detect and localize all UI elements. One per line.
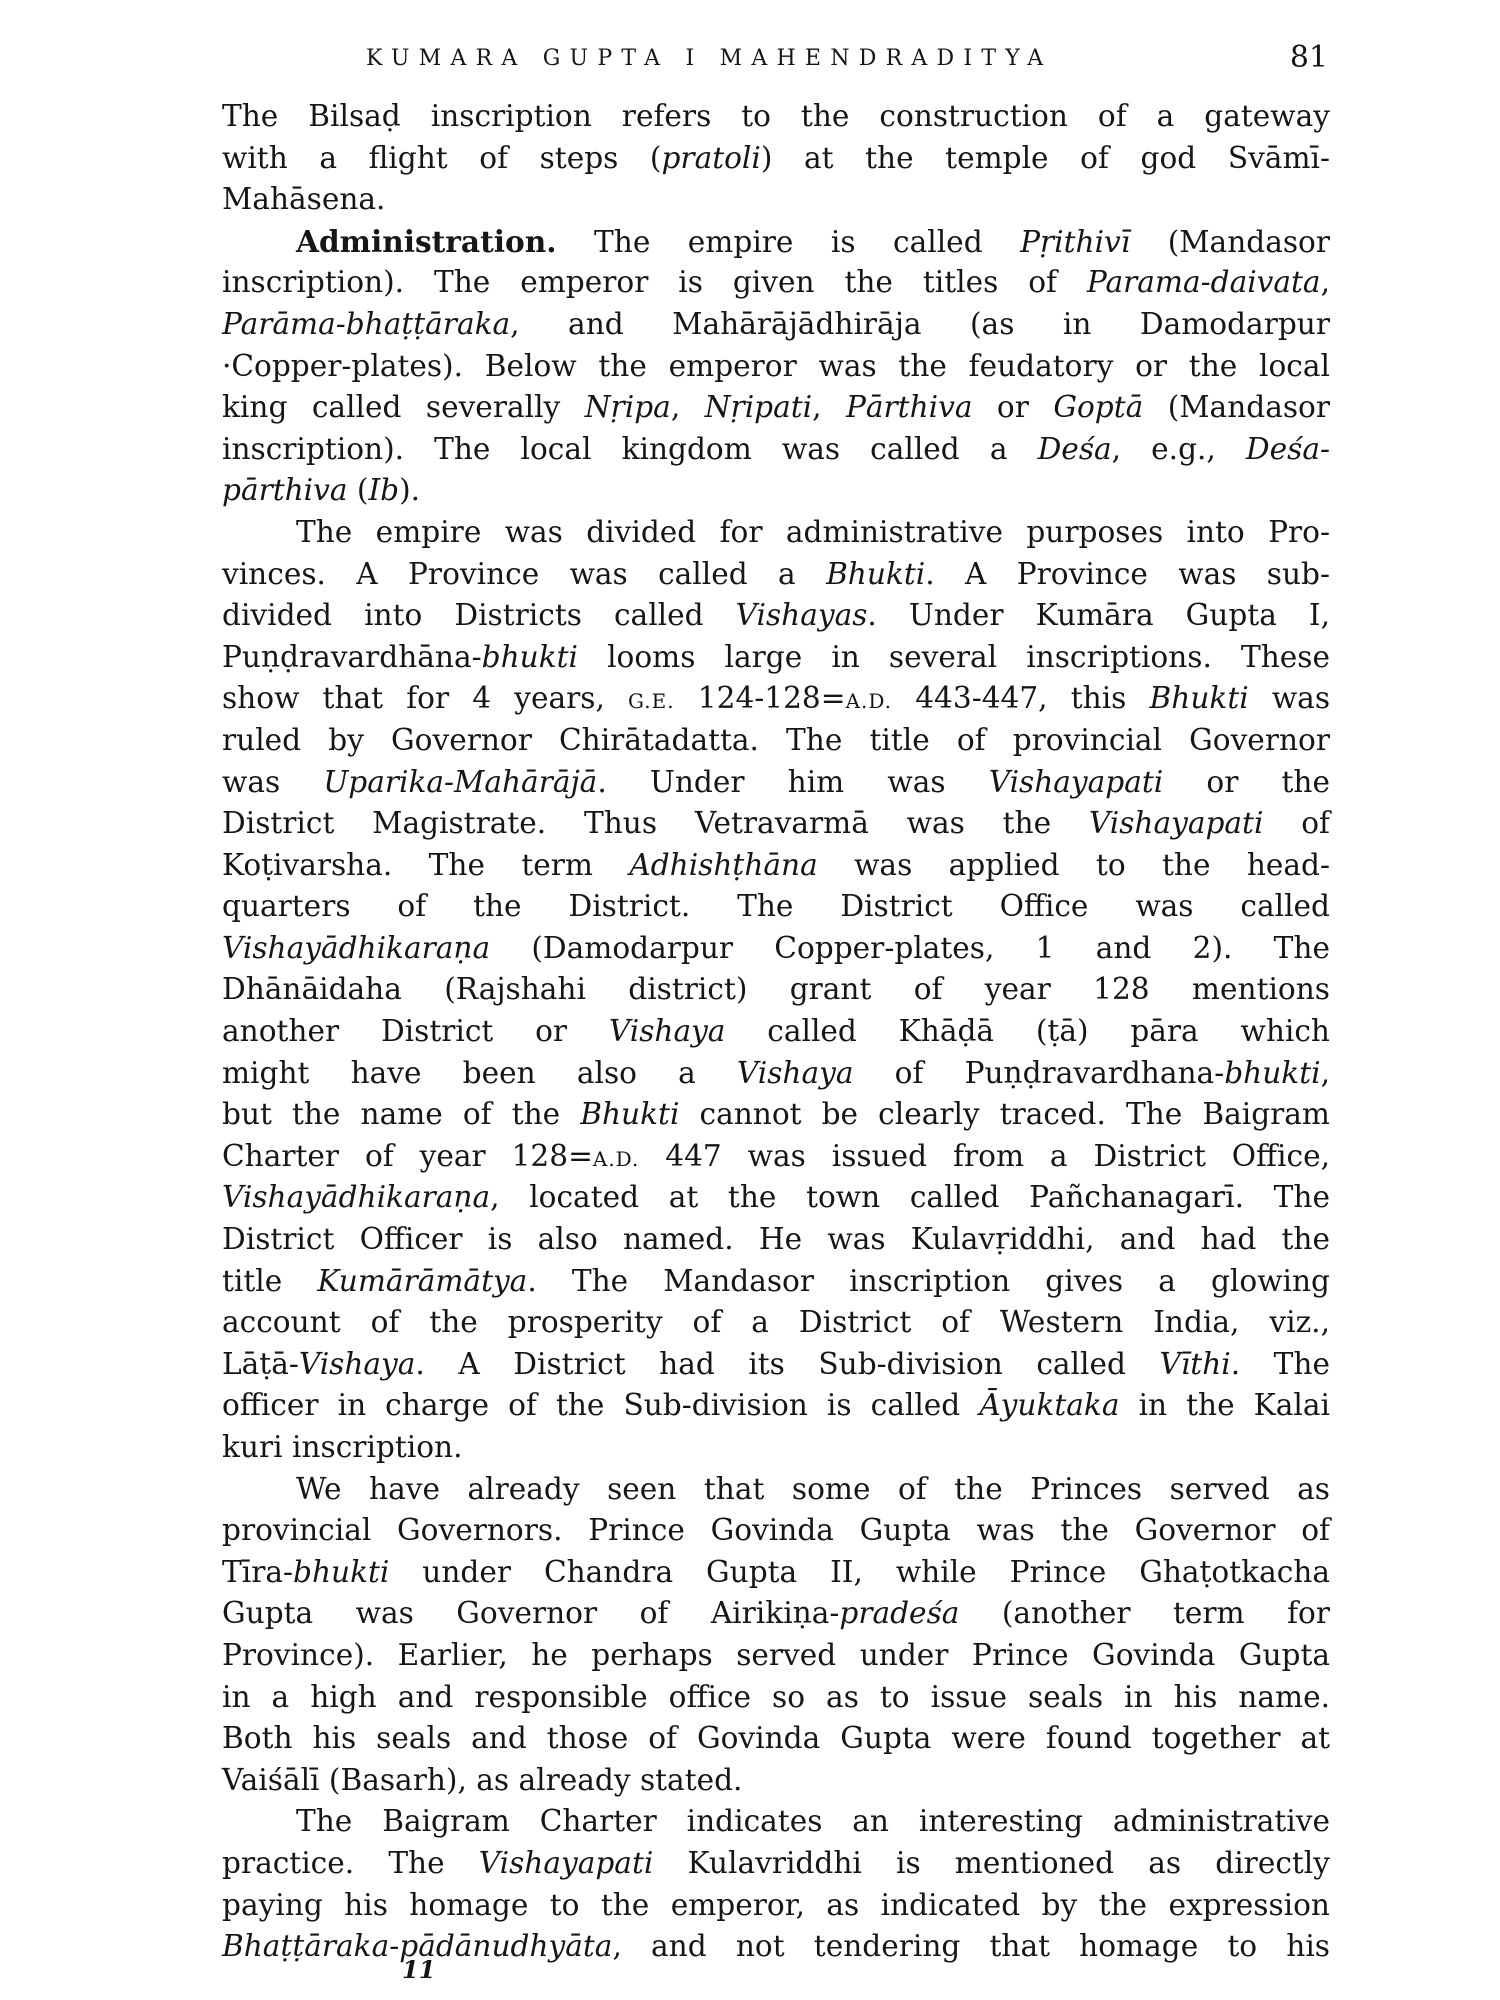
text-line: Administration. The empire is called Pṛithivī (Mandasor [296,223,1330,259]
text-line: quarters of the District. The District Office was called [222,889,1330,924]
text-line: officer in charge of the Sub-division is called Āyuktaka in the Kalai [222,1388,1331,1423]
page-body [222,96,1330,1968]
text-line: was Uparika-Mahārājā. Under him was Vishayapati or the [222,764,1330,799]
text-line: might have been also a Vishaya of Puṇḍravardhana-bhukti, [222,1055,1330,1090]
text-line: ruled by Governor Chirātadatta. The title of provincial Governor [222,722,1330,757]
text-line: Vishayādhikaraṇa (Damodarpur Copper-plates, 1 and 2). The [222,930,1330,965]
text-line: Vishayādhikaraṇa, located at the town called Pañchanagarī. The [222,1180,1330,1215]
text-line: Vaiśālī (Basarh), as already stated. [222,1762,743,1797]
text-line: with a flight of steps (pratoli) at the temple of god Svāmī- [222,140,1330,175]
text-line: in a high and responsible office so as to issue seals in his name. [222,1679,1330,1714]
text-line: kuri inscription. [222,1430,463,1464]
text-line: Both his seals and those of Govinda Gupta were found together at [222,1721,1330,1756]
text-line: Bhaṭṭāraka-pādānudhyāta, and not tendering that homage to his [222,1929,1330,1964]
text-line: Lāṭā-Vishaya. A District had its Sub-division called Vīthi. The [222,1346,1330,1381]
text-line: pārthiva (Ib). [222,473,421,508]
text-line: inscription). The local kingdom was called a Deśa, e.g., Deśa- [222,431,1330,466]
text-line: The Baigram Charter indicates an interesting administrative [296,1804,1330,1839]
text-line: Puṇḍravardhāna-bhukti looms large in several inscriptions. These [222,639,1330,674]
page-header [228,40,1328,84]
page-number: 81 [1289,40,1328,75]
text-line: Koṭivarsha. The term Adhishṭhāna was applied to the head- [222,847,1330,882]
text-line: practice. The Vishayapati Kulavriddhi is mentioned as directly [222,1845,1330,1880]
text-line: The empire was divided for administrative purposes into Pro- [296,514,1330,549]
running-head: KUMARA GUPTA I MAHENDRADITYA [366,46,1053,71]
text-line: Province). Earlier, he perhaps served under Prince Govinda Gupta [222,1637,1330,1672]
text-line: Charter of year 128=A.D. 447 was issued from a District Office, [222,1138,1330,1173]
text-line: We have already seen that some of the Princes served as [296,1471,1330,1506]
text-line: Dhānāidaha (Rajshahi district) grant of year 128 mentions [222,972,1330,1007]
text-line: king called severally Nṛipa, Nṛipati, Pārthiva or Goptā (Mandasor [222,390,1330,425]
text-line: Gupta was Governor of Airikiṇa-pradeśa (another term for [222,1596,1330,1631]
text-line: vinces. A Province was called a Bhukti. A Province was sub- [222,556,1330,591]
signature-mark: 11 [402,1955,436,1984]
text-line: provincial Governors. Prince Govinda Gupta was the Governor of [222,1513,1330,1548]
text-line: title Kumārāmātya. The Mandasor inscription gives a glowing [222,1263,1330,1298]
text-line: another District or Vishaya called Khāḍā (ṭā) pāra which [222,1014,1330,1049]
text-line: paying his homage to the emperor, as indicated by the expression [222,1887,1330,1922]
text-line: Parāma-bhaṭṭāraka, and Mahārājādhirāja (as in Damodarpur [222,306,1330,341]
text-line: Mahāsena. [222,182,386,217]
text-line: ·Copper-plates). Below the emperor was the feudatory or the local [222,348,1330,383]
text-line: inscription). The emperor is given the titles of Parama-daivata, [222,265,1330,300]
text-line: account of the prosperity of a District of Western India, viz., [222,1305,1330,1340]
text-line: The Bilsaḍ inscription refers to the construction of a gateway [222,99,1330,133]
text-line: but the name of the Bhukti cannot be clearly traced. The Baigram [222,1097,1330,1132]
text-line: divided into Districts called Vishayas. Under Kumāra Gupta I, [222,598,1331,633]
text-line: District Magistrate. Thus Vetravarmā was the Vishayapati of [222,806,1330,841]
text-line: District Officer is also named. He was Kulavṛiddhi, and had the [222,1222,1330,1257]
text-line: Tīra-bhukti under Chandra Gupta II, while Prince Ghaṭotkacha [222,1554,1330,1589]
text-line: show that for 4 years, G.E. 124-128=A.D. 443-447, this Bhukti was [222,681,1331,716]
